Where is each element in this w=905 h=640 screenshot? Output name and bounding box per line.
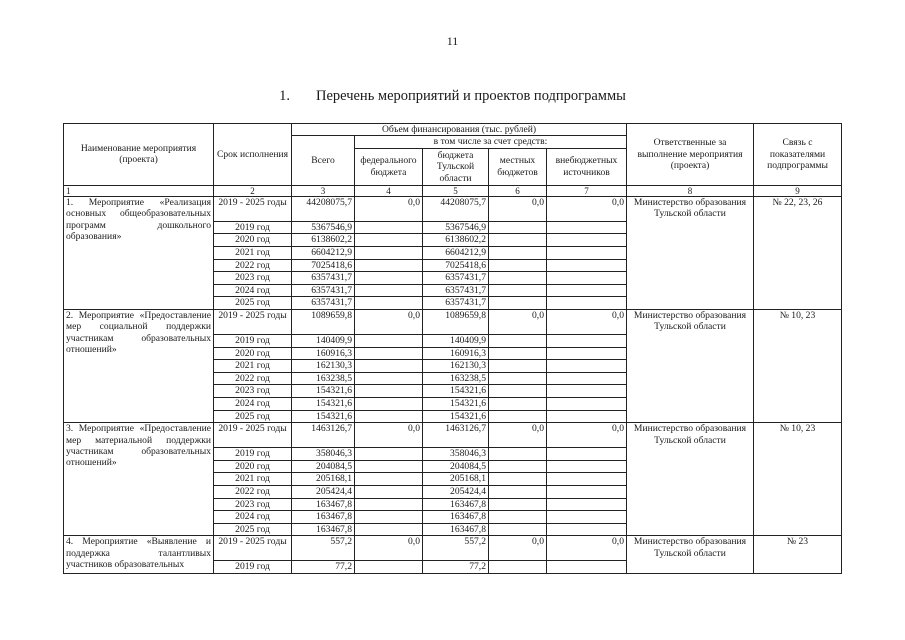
tula-cell: 163467,8	[423, 523, 489, 536]
period-cell: 2024 год	[214, 511, 292, 524]
total-cell: 6357431,7	[292, 297, 355, 310]
extra-cell	[547, 221, 627, 234]
extra-cell	[547, 247, 627, 260]
period-cell: 2025 год	[214, 297, 292, 310]
local-cell: 0,0	[489, 423, 547, 448]
tula-cell: 1463126,7	[423, 423, 489, 448]
tula-cell: 154321,6	[423, 397, 489, 410]
measure-name: 3. Мероприятие «Предоставление мер материальной поддержки участникам образовательных отношений»	[64, 423, 214, 536]
measure-name: 2. Мероприятие «Предоставление мер социальной поддержки участникам образовательных отношений»	[64, 309, 214, 422]
total-cell: 154321,6	[292, 410, 355, 423]
extra-cell	[547, 523, 627, 536]
period-cell: 2024 год	[214, 284, 292, 297]
column-number: 8	[627, 185, 754, 196]
local-cell	[489, 385, 547, 398]
total-cell: 5367546,9	[292, 221, 355, 234]
extra-cell	[547, 448, 627, 461]
measures-body	[64, 196, 842, 573]
header-tula: бюджета Тульской области	[423, 148, 489, 185]
responsible-cell: Министерство образования Тульской области	[627, 536, 754, 574]
column-number: 2	[214, 185, 292, 196]
tula-cell: 557,2	[423, 536, 489, 561]
header-responsible: Ответственные за выполнение мероприятия (проекта)	[627, 124, 754, 186]
local-cell: 0,0	[489, 309, 547, 334]
header-extra: внебюджетных источников	[547, 148, 627, 185]
period-cell: 2020 год	[214, 460, 292, 473]
link-cell: № 23	[754, 536, 842, 574]
tula-cell: 1089659,8	[423, 309, 489, 334]
period-cell: 2023 год	[214, 385, 292, 398]
tula-cell: 163238,5	[423, 372, 489, 385]
total-cell: 163467,8	[292, 498, 355, 511]
period-cell: 2024 год	[214, 397, 292, 410]
total-cell: 163238,5	[292, 372, 355, 385]
local-cell	[489, 297, 547, 310]
period-cell: 2019 - 2025 годы	[214, 196, 292, 221]
total-cell: 77,2	[292, 561, 355, 574]
total-cell: 163467,8	[292, 523, 355, 536]
total-cell: 7025418,6	[292, 259, 355, 272]
tula-cell: 204084,5	[423, 460, 489, 473]
period-cell: 2019 год	[214, 561, 292, 574]
extra-cell	[547, 284, 627, 297]
local-cell	[489, 498, 547, 511]
responsible-cell: Министерство образования Тульской области	[627, 196, 754, 309]
federal-cell	[355, 334, 423, 347]
federal-cell	[355, 272, 423, 285]
extra-cell	[547, 297, 627, 310]
extra-cell	[547, 347, 627, 360]
federal-cell	[355, 523, 423, 536]
period-cell: 2025 год	[214, 523, 292, 536]
local-cell	[489, 272, 547, 285]
total-cell: 140409,9	[292, 334, 355, 347]
total-cell: 6357431,7	[292, 284, 355, 297]
period-cell: 2019 - 2025 годы	[214, 423, 292, 448]
measures-table	[63, 123, 842, 574]
extra-cell	[547, 460, 627, 473]
total-cell: 557,2	[292, 536, 355, 561]
total-cell: 358046,3	[292, 448, 355, 461]
extra-cell	[547, 360, 627, 373]
federal-cell	[355, 511, 423, 524]
tula-cell: 154321,6	[423, 410, 489, 423]
section-number: 1.	[279, 88, 290, 104]
tula-cell: 163467,8	[423, 498, 489, 511]
total-cell: 6604212,9	[292, 247, 355, 260]
period-cell: 2022 год	[214, 485, 292, 498]
local-cell: 0,0	[489, 536, 547, 561]
tula-cell: 44208075,7	[423, 196, 489, 221]
tula-cell: 77,2	[423, 561, 489, 574]
column-number: 6	[489, 185, 547, 196]
total-cell: 1089659,8	[292, 309, 355, 334]
total-cell: 205424,4	[292, 485, 355, 498]
federal-cell	[355, 234, 423, 247]
period-cell: 2020 год	[214, 234, 292, 247]
column-number: 5	[423, 185, 489, 196]
federal-cell	[355, 498, 423, 511]
tula-cell: 205168,1	[423, 473, 489, 486]
federal-cell	[355, 284, 423, 297]
local-cell	[489, 221, 547, 234]
total-cell: 204084,5	[292, 460, 355, 473]
measure-name: 1. Мероприятие «Реализация основных общеобразовательных программ дошкольного образования»	[64, 196, 214, 309]
period-cell: 2021 год	[214, 247, 292, 260]
local-cell	[489, 511, 547, 524]
column-number: 9	[754, 185, 842, 196]
tula-cell: 6604212,9	[423, 247, 489, 260]
extra-cell	[547, 473, 627, 486]
measure-name: 4. Мероприятие «Выявление и поддержка талантливых участников образовательных	[64, 536, 214, 574]
column-number: 7	[547, 185, 627, 196]
table-row	[64, 196, 842, 221]
extra-cell	[547, 410, 627, 423]
local-cell	[489, 485, 547, 498]
table-row	[64, 309, 842, 334]
header-period: Срок исполнения	[214, 124, 292, 186]
header-local: местных бюджетов	[489, 148, 547, 185]
federal-cell	[355, 372, 423, 385]
table-row	[64, 423, 842, 448]
header-sources: в том числе за счет средств:	[355, 136, 627, 148]
column-number: 1	[64, 185, 214, 196]
federal-cell	[355, 297, 423, 310]
extra-cell	[547, 272, 627, 285]
period-cell: 2020 год	[214, 347, 292, 360]
extra-cell: 0,0	[547, 423, 627, 448]
tula-cell: 6357431,7	[423, 272, 489, 285]
federal-cell	[355, 247, 423, 260]
federal-cell: 0,0	[355, 196, 423, 221]
total-cell: 154321,6	[292, 385, 355, 398]
link-cell: № 22, 23, 26	[754, 196, 842, 309]
local-cell	[489, 523, 547, 536]
federal-cell: 0,0	[355, 309, 423, 334]
federal-cell	[355, 385, 423, 398]
extra-cell	[547, 234, 627, 247]
link-cell: № 10, 23	[754, 309, 842, 422]
total-cell: 154321,6	[292, 397, 355, 410]
extra-cell	[547, 372, 627, 385]
section-title: Перечень мероприятий и проектов подпрограммы	[315, 88, 626, 104]
local-cell	[489, 347, 547, 360]
extra-cell: 0,0	[547, 536, 627, 561]
extra-cell	[547, 511, 627, 524]
federal-cell	[355, 221, 423, 234]
tula-cell: 6138602,2	[423, 234, 489, 247]
period-cell: 2019 - 2025 годы	[214, 309, 292, 334]
federal-cell	[355, 561, 423, 574]
local-cell	[489, 397, 547, 410]
local-cell	[489, 334, 547, 347]
header-name: Наименование мероприятия (проекта)	[64, 124, 214, 186]
extra-cell	[547, 385, 627, 398]
tula-cell: 160916,3	[423, 347, 489, 360]
tula-cell: 154321,6	[423, 385, 489, 398]
federal-cell: 0,0	[355, 536, 423, 561]
tula-cell: 358046,3	[423, 448, 489, 461]
total-cell: 160916,3	[292, 347, 355, 360]
total-cell: 163467,8	[292, 511, 355, 524]
federal-cell	[355, 410, 423, 423]
tula-cell: 5367546,9	[423, 221, 489, 234]
responsible-cell: Министерство образования Тульской области	[627, 423, 754, 536]
section-heading	[0, 88, 905, 105]
total-cell: 6357431,7	[292, 272, 355, 285]
total-cell: 162130,3	[292, 360, 355, 373]
local-cell	[489, 259, 547, 272]
total-cell: 205168,1	[292, 473, 355, 486]
link-cell: № 10, 23	[754, 423, 842, 536]
column-number: 4	[355, 185, 423, 196]
header-total: Всего	[292, 136, 355, 185]
table-row	[64, 536, 842, 561]
local-cell	[489, 360, 547, 373]
local-cell	[489, 372, 547, 385]
local-cell	[489, 234, 547, 247]
period-cell: 2023 год	[214, 272, 292, 285]
federal-cell	[355, 347, 423, 360]
total-cell: 1463126,7	[292, 423, 355, 448]
total-cell: 44208075,7	[292, 196, 355, 221]
header-federal: федерального бюджета	[355, 148, 423, 185]
local-cell: 0,0	[489, 196, 547, 221]
period-cell: 2023 год	[214, 498, 292, 511]
period-cell: 2019 год	[214, 221, 292, 234]
extra-cell	[547, 485, 627, 498]
local-cell	[489, 460, 547, 473]
period-cell: 2022 год	[214, 259, 292, 272]
tula-cell: 163467,8	[423, 511, 489, 524]
federal-cell	[355, 485, 423, 498]
tula-cell: 6357431,7	[423, 284, 489, 297]
period-cell: 2022 год	[214, 372, 292, 385]
header-funding: Объем финансирования (тыс. рублей)	[292, 124, 627, 136]
local-cell	[489, 561, 547, 574]
extra-cell	[547, 561, 627, 574]
federal-cell: 0,0	[355, 423, 423, 448]
period-cell: 2019 год	[214, 448, 292, 461]
local-cell	[489, 448, 547, 461]
local-cell	[489, 473, 547, 486]
period-cell: 2025 год	[214, 410, 292, 423]
tula-cell: 162130,3	[423, 360, 489, 373]
extra-cell: 0,0	[547, 309, 627, 334]
header-link: Связь с показателями подпрограммы	[754, 124, 842, 186]
total-cell: 6138602,2	[292, 234, 355, 247]
local-cell	[489, 247, 547, 260]
tula-cell: 140409,9	[423, 334, 489, 347]
extra-cell: 0,0	[547, 196, 627, 221]
period-cell: 2021 год	[214, 473, 292, 486]
column-number: 3	[292, 185, 355, 196]
responsible-cell: Министерство образования Тульской области	[627, 309, 754, 422]
local-cell	[489, 410, 547, 423]
federal-cell	[355, 473, 423, 486]
page-number: 11	[446, 34, 459, 48]
column-number-row	[64, 185, 842, 196]
federal-cell	[355, 460, 423, 473]
period-cell: 2021 год	[214, 360, 292, 373]
federal-cell	[355, 259, 423, 272]
local-cell	[489, 284, 547, 297]
federal-cell	[355, 397, 423, 410]
extra-cell	[547, 498, 627, 511]
federal-cell	[355, 360, 423, 373]
extra-cell	[547, 259, 627, 272]
tula-cell: 7025418,6	[423, 259, 489, 272]
extra-cell	[547, 334, 627, 347]
extra-cell	[547, 397, 627, 410]
tula-cell: 205424,4	[423, 485, 489, 498]
period-cell: 2019 год	[214, 334, 292, 347]
tula-cell: 6357431,7	[423, 297, 489, 310]
federal-cell	[355, 448, 423, 461]
period-cell: 2019 - 2025 годы	[214, 536, 292, 561]
